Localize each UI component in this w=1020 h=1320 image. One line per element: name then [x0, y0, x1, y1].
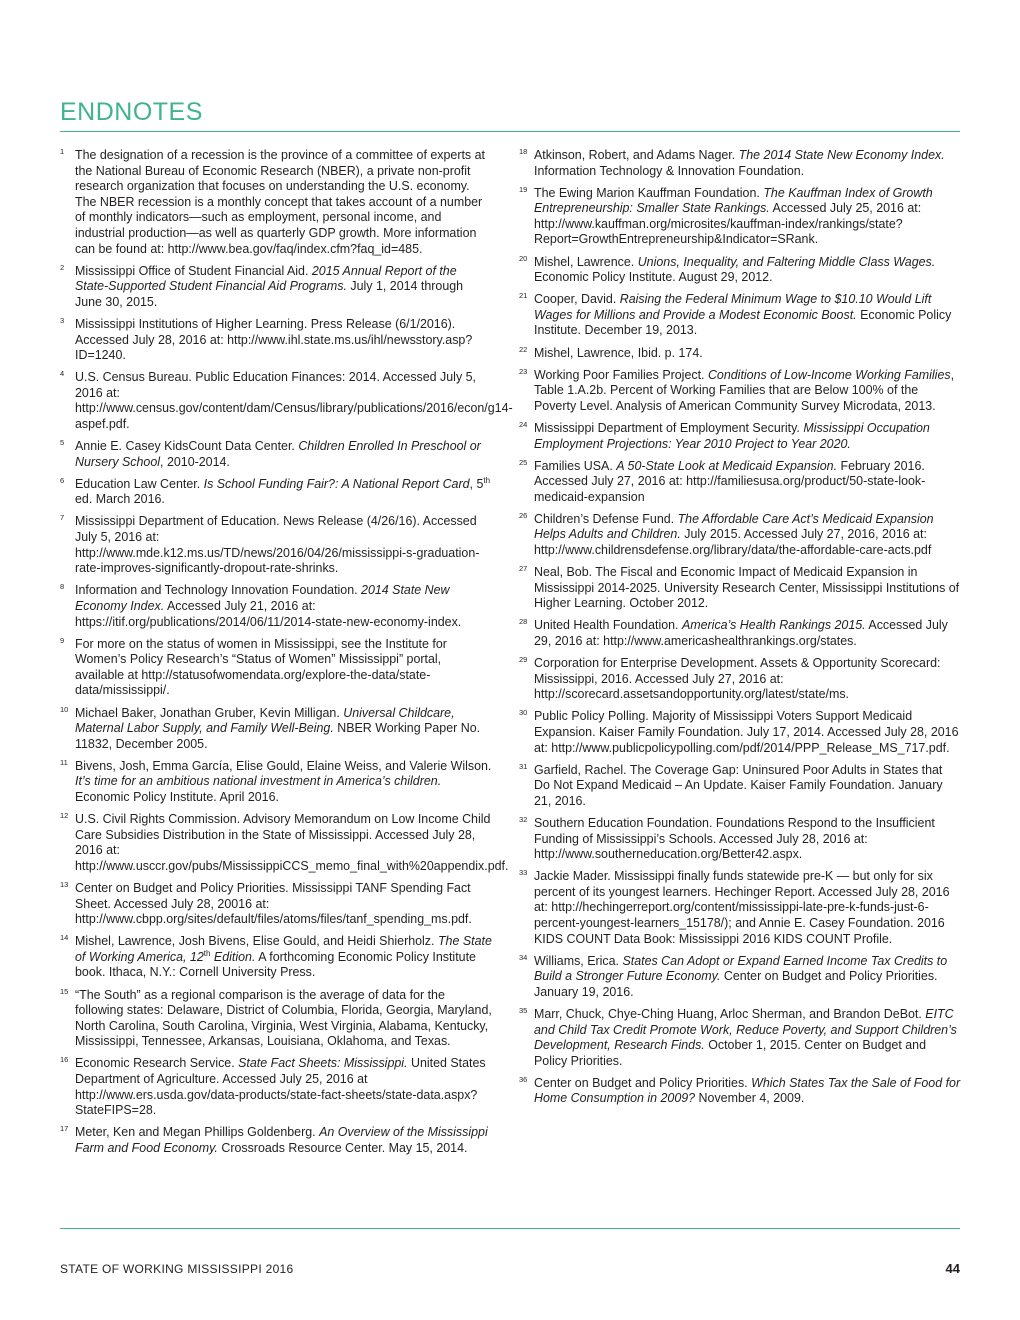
endnote-item — [60, 439, 492, 470]
endnote-number: 36 — [519, 1074, 528, 1084]
endnote-italic-title: Conditions of Low-Income Working Families — [707, 367, 951, 382]
endnote-italic-title: State Fact Sheets: Mississippi. — [238, 1056, 408, 1071]
endnote-number: 29 — [519, 655, 528, 665]
endnote-text-run: Williams, Erica. — [534, 953, 623, 968]
endnote-number: 34 — [519, 952, 528, 962]
endnote-text — [75, 1056, 492, 1118]
endnote-text-run: Economic Research Service. — [75, 1056, 239, 1071]
footer-divider — [60, 1228, 960, 1229]
endnote-text-run: NBER Working Paper No. 11832, December 2005. — [75, 721, 481, 751]
endnote-text-run: The designation of a recession is the province of a committee of experts at the National Bureau of Economic Research (NBER), a private non-profit research organization that focuses on understanding the U.S. economy. The NBER recession is a monthly concept that takes account of a number of monthly indicators—such as employment, personal income, and industrial production—as well as quarterly GDP growth. More information can be found at: http://www.bea.gov/faq/index.cfm?faq_id=485. — [75, 148, 485, 256]
endnote-italic-title: An Overview of the Mississippi Farm and Food Economy. — [75, 1125, 488, 1155]
endnote-text — [75, 148, 492, 257]
endnote-number: 18 — [519, 147, 528, 156]
endnote-text — [75, 583, 492, 630]
endnote-number: 4 — [60, 369, 65, 379]
footer-document-title: STATE OF WORKING MISSISSIPPI 2016 — [60, 1262, 294, 1276]
endnote-number: 28 — [519, 617, 528, 627]
endnote-number: 30 — [519, 708, 528, 718]
endnote-item — [60, 1125, 492, 1156]
endnote-item — [60, 317, 492, 364]
endnote-italic-title: EITC and Child Tax Credit Promote Work, Reduce Poverty, and Support Children’s Development, Research Finds. — [534, 1007, 957, 1053]
endnote-text-run: Michael Baker, Jonathan Gruber, Kevin Milligan. — [75, 705, 344, 720]
endnote-item — [519, 763, 961, 810]
endnote-number: 2 — [60, 262, 65, 272]
endnote-text-run: Mishel, Lawrence, Josh Bivens, Elise Gould, and Heidi Shierholz. — [75, 934, 438, 949]
endnote-text-run: Crossroads Resource Center. May 15, 2014. — [217, 1140, 468, 1155]
endnote-text-run: Economic Policy Institute. August 29, 2012. — [534, 270, 773, 285]
endnote-number: 8 — [60, 582, 65, 592]
endnote-item — [519, 816, 961, 863]
endnote-italic-title: The Affordable Care Act’s Medicaid Expansion Helps Adults and Children. — [534, 511, 934, 542]
endnote-text-run: Atkinson, Robert, and Adams Nager. — [534, 148, 739, 162]
endnote-text-run: Economic Policy Institute. April 2016. — [75, 789, 279, 804]
endnote-item — [60, 514, 492, 576]
endnote-item — [60, 934, 492, 981]
endnote-text — [534, 186, 961, 248]
endnote-text-run: , 5 — [469, 476, 484, 491]
endnote-text-run: Accessed July 29, 2016 at: http://www.americashealthrankings.org/states. — [534, 618, 948, 649]
endnote-text-run: Center on Budget and Policy Priorities. Mississippi TANF Spending Fact Sheet. Accessed July 28, 20016 at: http://www.cbpp.org/sites/default/files/atoms/files/tanf_spending_ms.pdf. — [75, 880, 472, 927]
endnote-item — [519, 512, 961, 559]
endnote-text — [75, 514, 492, 576]
endnote-number: 27 — [519, 564, 528, 574]
endnote-text-run: Marr, Chuck, Chye-Ching Huang, Arloc Sherman, and Brandon DeBot. — [534, 1007, 926, 1021]
endnote-text-run: United Health Foundation. — [534, 618, 682, 633]
endnote-text-run: Mississippi Office of Student Financial Aid. — [75, 263, 312, 278]
endnote-text — [534, 459, 961, 506]
endnote-text — [534, 869, 961, 947]
endnote-item — [519, 292, 961, 339]
endnote-italic-title: It’s time for an ambitious national investment in America’s children. — [75, 774, 442, 789]
endnote-italic-title: The State of Working America, 12 — [75, 934, 492, 964]
endnote-text — [75, 370, 513, 432]
endnote-number: 19 — [519, 184, 528, 194]
endnote-text-run: Children’s Defense Fund. — [534, 511, 678, 526]
endnote-item — [519, 1076, 961, 1107]
endnote-number: 26 — [519, 510, 528, 520]
endnote-italic-title: America’s Health Rankings 2015. — [681, 618, 866, 633]
endnote-text-run: Mishel, Lawrence. — [534, 254, 638, 269]
endnote-number: 5 — [60, 438, 65, 448]
endnote-text — [75, 477, 492, 508]
endnote-item — [60, 881, 492, 928]
endnote-text-run: Education Law Center. — [75, 476, 204, 491]
endnotes-column-left — [60, 147, 513, 1163]
endnote-italic-title: Is School Funding Fair?: A National Report Card — [203, 476, 470, 491]
endnote-text-run: th — [483, 475, 491, 485]
endnote-text-run: United States Department of Agriculture. Accessed July 25, 2016 at http://www.ers.usda.gov/data-products/state-fact-sheets/state-data.aspx?StateFIPS=28. — [75, 1056, 486, 1118]
endnote-number: 14 — [60, 933, 69, 943]
title-divider — [60, 131, 960, 132]
endnote-text — [534, 954, 961, 1001]
endnote-item — [519, 618, 961, 649]
endnote-text-run: July 1, 2014 through June 30, 2015. — [75, 279, 464, 309]
endnote-item — [60, 637, 492, 699]
endnote-text-run: Information Technology & Innovation Foundation. — [534, 163, 805, 178]
endnote-item — [60, 988, 492, 1050]
endnote-item — [519, 148, 961, 179]
endnote-text — [534, 763, 961, 810]
endnote-text — [534, 1007, 961, 1069]
endnote-text-run: A forthcoming Economic Policy Institute book. Ithaca, N.Y.: Cornell University Press. — [75, 949, 476, 980]
endnote-item — [519, 565, 961, 612]
endnote-text — [75, 439, 492, 470]
endnote-text — [75, 812, 509, 874]
endnote-text-run: U.S. Civil Rights Commission. Advisory Memorandum on Low Income Child Care Subsidies Distribution in the State of Mississippi. Accessed July 28, 2016 at: http://www.usccr.gov/pubs/MississippiCCS_memo_final_with%20appendix.pdf. — [75, 812, 509, 873]
endnote-item — [519, 186, 961, 248]
endnote-italic-title: Which States Tax the Sale of Food for Home Consumption in 2009? — [534, 1075, 961, 1106]
endnote-text-run: Garfield, Rachel. The Coverage Gap: Uninsured Poor Adults in States that Do Not Expand Medicaid – An Update. Kaiser Family Foundation. January 21, 2016. — [534, 762, 943, 808]
endnote-number: 7 — [60, 513, 65, 523]
endnote-text — [534, 292, 961, 339]
endnote-text-run: The Ewing Marion Kauffman Foundation. — [534, 185, 764, 200]
endnote-text-run: February 2016. Accessed July 27, 2016 at: http://familiesusa.org/product/50-state-look-medicaid-expansion — [534, 458, 926, 504]
endnote-text-run: July 2015. Accessed July 27, 2016, 2016 at: http://www.childrensdefense.org/library/data/the-affordable-care-acts.pdf — [534, 527, 932, 558]
endnote-text — [534, 421, 961, 452]
endnote-text-run: , 2010-2014. — [160, 454, 230, 469]
endnote-text-run: Center on Budget and Policy Priorities. January 19, 2016. — [534, 969, 938, 999]
endnote-italic-title: The 2014 State New Economy Index. — [738, 148, 945, 162]
endnote-text — [534, 618, 961, 649]
endnote-italic-title: Universal Childcare, Maternal Labor Supply, and Family Well-Being. — [75, 705, 455, 736]
endnote-text — [75, 759, 492, 806]
endnote-italic-title: The Kauffman Index of Growth Entrepreneurship: Smaller State Rankings. — [534, 185, 933, 216]
endnotes-column-right — [519, 148, 961, 1114]
endnote-item — [519, 255, 961, 286]
endnote-text-run: October 1, 2015. Center on Budget and Policy Priorities. — [534, 1038, 927, 1068]
endnote-item — [60, 811, 509, 874]
endnote-text-run: Information and Technology Innovation Foundation. — [75, 583, 362, 598]
endnote-text-run: Families USA. — [534, 458, 617, 473]
endnote-text — [75, 1125, 492, 1156]
endnote-number: 12 — [60, 811, 69, 821]
endnote-text-run: Corporation for Enterprise Development. Assets & Opportunity Scorecard: Mississippi, 2016. Accessed July 27, 2016 at: http://scorecard.assetsandopportunity.org/latest/state/ms. — [534, 656, 941, 702]
endnote-text — [534, 255, 961, 286]
endnote-number: 11 — [60, 757, 68, 767]
endnote-text — [75, 264, 492, 311]
endnote-text-run: Accessed July 21, 2016 at: https://itif.org/publications/2014/06/11/2014-state-new-economy-index. — [75, 598, 462, 629]
endnote-number: 23 — [519, 366, 528, 376]
endnote-text — [534, 512, 961, 559]
endnote-text-run: th — [203, 948, 211, 958]
endnote-text-run: Mishel, Lawrence, Ibid. p. 174. — [534, 345, 703, 360]
endnote-number: 3 — [60, 315, 65, 325]
endnote-text-run: Working Poor Families Project. — [534, 367, 708, 382]
endnote-text-run: Meter, Ken and Megan Phillips Goldenberg. — [75, 1125, 320, 1140]
endnote-text — [75, 934, 492, 981]
endnote-text — [75, 881, 492, 928]
endnote-item — [60, 148, 492, 257]
endnote-number: 9 — [60, 635, 65, 645]
endnote-text — [534, 816, 961, 863]
endnote-text-run: Annie E. Casey KidsCount Data Center. — [75, 439, 299, 454]
endnote-item — [60, 369, 513, 432]
endnote-text — [534, 346, 961, 362]
endnote-number: 1 — [60, 147, 65, 156]
endnote-number: 21 — [519, 291, 528, 301]
endnote-text — [75, 637, 492, 699]
endnote-text-run: Bivens, Josh, Emma García, Elise Gould, Elaine Weiss, and Valerie Wilson. — [75, 758, 492, 773]
endnote-italic-title: Raising the Federal Minimum Wage to $10.10 Would Lift Wages for Millions and Provide a Modest Economic Boost. — [534, 292, 932, 322]
endnote-number: 20 — [519, 253, 528, 263]
endnote-italic-title: Edition. — [210, 949, 256, 964]
endnote-text-run: Jackie Mader. Mississippi finally funds statewide pre-K — but only for six percent of its youngest learners. Hechinger Report. Accessed July 28, 2016 at: http://hechingerreport.org/content/mississippi-late-pre-k-funds-just-6-percent-youngest-learners_15178/); and Annie E. Casey Foundation. 2016 KIDS COUNT Data Book: Mississippi 2016 KIDS COUNT Profile. — [534, 869, 950, 946]
endnote-text-run: For more on the status of women in Mississippi, see the Institute for Women’s Policy Research’s “Status of Women” Mississippi” portal, available at http://statusofwomendata.org/explore-the-data/state-data/mississippi/. — [75, 636, 447, 698]
endnote-number: 6 — [60, 475, 65, 485]
endnote-text-run: Economic Policy Institute. December 19, 2013. — [534, 307, 952, 338]
endnote-item — [60, 759, 492, 806]
endnote-text-run: Mississippi Institutions of Higher Learning. Press Release (6/1/2016). Accessed July 28, 2016 at: http://www.ihl.state.ms.us/ihl/newsstory.asp?ID=1240. — [75, 316, 473, 363]
endnote-number: 25 — [519, 457, 528, 467]
endnote-number: 17 — [60, 1124, 69, 1134]
page-title: ENDNOTES — [60, 98, 203, 126]
endnote-text-run: Southern Education Foundation. Foundations Respond to the Insufficient Funding of Mississippi’s Schools. Accessed July 28, 2016 at: http://www.southerneducation.org/Better42.aspx. — [534, 815, 935, 862]
endnote-text-run: ed. March 2016. — [75, 492, 165, 507]
endnote-italic-title: 2014 State New Economy Index. — [75, 583, 450, 613]
endnote-number: 33 — [519, 868, 528, 878]
endnote-text-run: “The South” as a regional comparison is the average of data for the following states: Delaware, District of Columbia, Florida, Georgia, Maryland, North Carolina, South Carolina, Virginia, West Virginia, Alabama, Kentucky, Mississippi, Tennessee, Arkansas, Louisiana, Oklahoma, and Texas. — [75, 987, 492, 1049]
endnote-text — [75, 706, 492, 753]
endnote-number: 31 — [519, 761, 528, 771]
endnote-item — [60, 706, 492, 753]
endnote-text-run: Accessed July 25, 2016 at: http://www.kauffman.org/microsites/kauffman-index/rankings/state?Report=GrowthEntrepreneurship&Indicator=SRank. — [534, 201, 922, 247]
endnote-item — [519, 368, 961, 415]
endnote-text-run: Center on Budget and Policy Priorities. — [534, 1075, 752, 1090]
endnote-text — [534, 709, 961, 756]
page-number: 44 — [945, 1261, 960, 1276]
endnote-text-run: Public Policy Polling. Majority of Mississippi Voters Support Medicaid Expansion. Kaiser Family Foundation. July 17, 2014. Accessed July 28, 2016 at: http://www.publicpolicypolling.com/pdf/2014/PPP_Release_MS_717.pdf. — [534, 709, 959, 755]
endnote-number: 13 — [60, 879, 69, 889]
endnote-text-run: Mississippi Department of Employment Security. — [534, 420, 804, 435]
endnote-number: 32 — [519, 814, 528, 824]
endnote-item — [519, 954, 961, 1001]
endnote-italic-title: A 50-State Look at Medicaid Expansion. — [616, 458, 838, 473]
endnote-text-run: Neal, Bob. The Fiscal and Economic Impact of Medicaid Expansion in Mississippi 2014-2025. University Research Center, Mississippi Institutions of Higher Learning. October 2012. — [534, 565, 960, 611]
endnote-text-run: November 4, 2009. — [695, 1091, 805, 1106]
endnote-item — [519, 421, 961, 452]
endnote-item — [60, 583, 492, 630]
endnote-item — [519, 869, 961, 947]
endnote-text — [534, 1076, 961, 1107]
endnote-italic-title: States Can Adopt or Expand Earned Income Tax Credits to Build a Stronger Future Economy. — [534, 953, 948, 984]
endnote-number: 22 — [519, 344, 528, 354]
endnote-text-run: Cooper, David. — [534, 292, 620, 307]
endnote-item — [519, 1007, 961, 1069]
endnote-italic-title: 2015 Annual Report of the State-Supported Student Financial Aid Programs. — [75, 263, 457, 294]
endnote-item — [60, 477, 492, 508]
endnote-number: 10 — [60, 704, 69, 714]
endnote-number: 35 — [519, 1006, 528, 1015]
endnote-item — [519, 656, 961, 703]
endnote-item — [519, 459, 961, 506]
endnote-text — [534, 148, 961, 179]
endnote-number: 15 — [60, 986, 69, 996]
endnote-item — [519, 709, 961, 756]
endnote-italic-title: Children Enrolled In Preschool or Nursery School — [75, 439, 481, 469]
endnote-text-run: , Table 1.A.2b. Percent of Working Families that are Below 100% of the Poverty Level. Analysis of American Community Survey Microdata, 2013. — [534, 367, 955, 413]
endnote-number: 24 — [519, 419, 528, 429]
endnote-text — [75, 988, 492, 1050]
endnote-text-run: Mississippi Department of Education. News Release (4/26/16). Accessed July 5, 2016 at: http://www.mde.k12.ms.us/TD/news/2016/04/26/mississippi-s-graduation-rate-improves-significantly-dropout-rate-shrinks. — [75, 514, 480, 576]
endnote-italic-title: Unions, Inequality, and Faltering Middle Class Wages. — [637, 254, 936, 269]
endnote-item — [60, 264, 492, 311]
endnote-number: 16 — [60, 1055, 69, 1065]
endnote-item — [519, 346, 961, 362]
endnote-text — [75, 317, 492, 364]
endnote-text — [534, 368, 961, 415]
endnote-text — [534, 656, 961, 703]
endnote-text — [534, 565, 961, 612]
endnote-italic-title: Mississippi Occupation Employment Projections: Year 2010 Project to Year 2020. — [534, 420, 930, 451]
endnote-item — [60, 1056, 492, 1118]
endnote-text-run: U.S. Census Bureau. Public Education Finances: 2014. Accessed July 5, 2016 at: http://www.census.gov/content/dam/Census/library/publications/2016/econ/g14-aspef.pdf. — [75, 370, 513, 431]
